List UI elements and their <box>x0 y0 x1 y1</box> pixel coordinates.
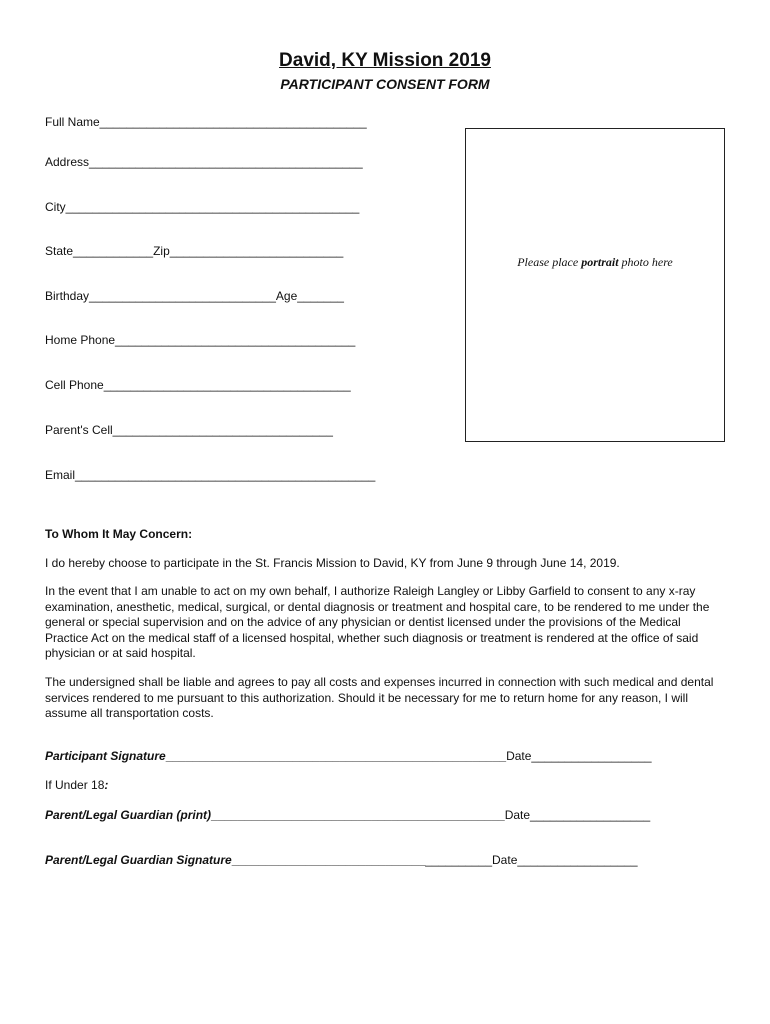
if-under-18-label: If Under 18: <box>45 778 109 792</box>
liability-text: The undersigned shall be liable and agrees to pay all costs and expenses incurred in connection with such medical and dental services rendered to me pursuant to this authorization. Should it be necessary for me to return home for any reason, I will assume all transportation costs. <box>45 675 714 720</box>
birthday-age-field[interactable]: Birthday____________________________Age_______ <box>45 289 344 303</box>
participant-date-field[interactable]: Date__________________ <box>506 749 652 763</box>
guardian-signature-line[interactable]: Parent/Legal Guardian Signature_______________________________________Date__________________ <box>45 853 638 867</box>
state-zip-field[interactable]: State____________Zip__________________________ <box>45 244 344 258</box>
form-subtitle: PARTICIPANT CONSENT FORM <box>280 76 490 92</box>
address-field[interactable]: Address_________________________________________ <box>45 155 363 169</box>
form-title: David, KY Mission 2019 <box>279 50 491 71</box>
home-phone-field[interactable]: Home Phone____________________________________ <box>45 333 356 347</box>
full-name-field[interactable]: Full Name________________________________________ <box>45 115 367 129</box>
cell-phone-field[interactable]: Cell Phone_____________________________________ <box>45 378 351 392</box>
photo-box <box>465 128 725 442</box>
email-field[interactable]: Email_____________________________________________ <box>45 468 376 482</box>
parents-cell-field[interactable]: Parent's Cell_________________________________ <box>45 423 333 437</box>
guardian-print-date-field[interactable]: Date__________________ <box>504 808 651 822</box>
guardian-signature-label: Parent/Legal Guardian Signature <box>45 853 232 867</box>
photo-instruction: Please place portrait photo here <box>517 255 673 269</box>
letter-salutation: To Whom It May Concern: <box>45 527 193 541</box>
city-field[interactable]: City____________________________________________ <box>45 200 360 214</box>
participant-signature-line[interactable]: Participant Signature___________________________________________________Date__________________ <box>45 749 652 763</box>
guardian-print-line[interactable]: Parent/Legal Guardian (print)____________________________________________Date__________________ <box>45 808 651 822</box>
guardian-signature-date-field[interactable]: Date__________________ <box>492 853 638 867</box>
participation-statement: I do hereby choose to participate in the St. Francis Mission to David, KY from June 9 through June 14, 2019. <box>45 556 620 570</box>
participant-signature-label: Participant Signature <box>45 749 166 763</box>
guardian-print-label: Parent/Legal Guardian (print) <box>45 808 212 822</box>
medical-authorization-text: In the event that I am unable to act on my own behalf, I authorize Raleigh Langley or Libby Garfield to consent to any x-ray examination, anesthetic, medical, surgical, or dental diagnosis or treatment and hospital care, to be rendered to me under the general or special supervision and on the advice of any physician or dentist licensed under the provisions of the Medical Practice Act on the medical staff of a licensed hospital, whether such diagnosis or treatment is rendered at the office of said physician or at said hospital. <box>45 584 710 660</box>
